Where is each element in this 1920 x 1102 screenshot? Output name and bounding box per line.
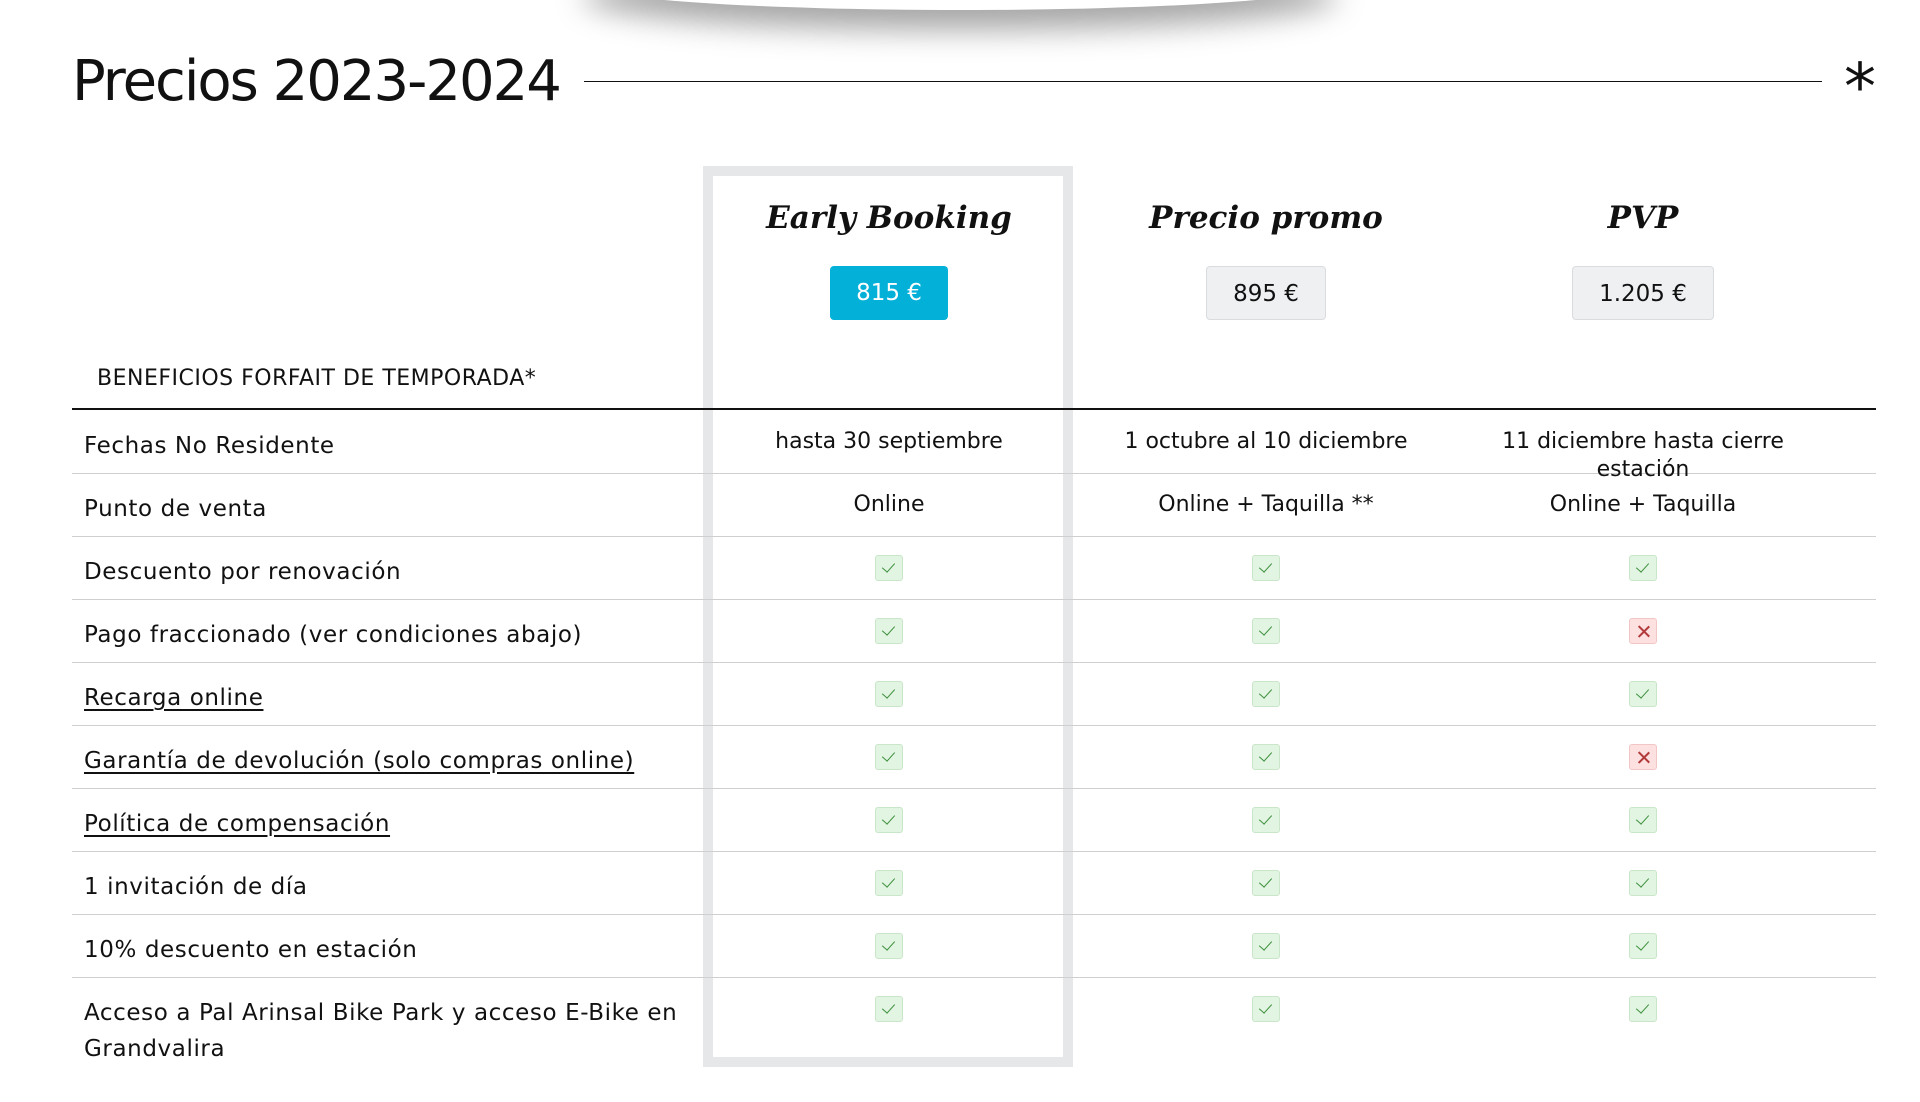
plan-pvp [1454,192,1832,320]
table-cell-mark [1454,806,1832,834]
plan-name: Early Booking [766,200,1012,236]
table-cell-mark [700,932,1078,960]
table-cell-mark [700,869,1078,897]
plan-name: Precio promo [1149,200,1383,236]
check-icon [875,996,903,1022]
check-icon [875,933,903,959]
check-icon [875,555,903,581]
check-icon [1629,807,1657,833]
check-icon [1252,996,1280,1022]
row-label: Acceso a Pal Arinsal Bike Park y acceso E-Bike en Grandvalira [84,1000,678,1062]
price-badge-precio-promo[interactable]: 895 € [1206,266,1326,320]
table-row [72,852,1876,915]
table-cell-mark [1077,995,1455,1023]
benefits-table [72,411,1876,1078]
row-label-link[interactable]: Recarga online [84,685,264,711]
table-row [72,600,1876,663]
table-row [72,537,1876,600]
check-icon [1629,996,1657,1022]
plan-name: PVP [1607,200,1679,236]
row-label: 1 invitación de día [84,874,308,900]
table-row [72,726,1876,789]
table-cell-mark [1077,932,1455,960]
table-cell-mark [1077,743,1455,771]
check-icon [1252,807,1280,833]
table-cell-mark [700,743,1078,771]
row-label: Fechas No Residente [84,433,335,459]
table-cell-mark [1454,743,1832,771]
row-label: Punto de venta [84,496,267,522]
page-title: Precios 2023-2024 [72,48,560,114]
table-cell-mark [700,680,1078,708]
row-label-link[interactable]: Garantía de devolución (solo compras online) [84,748,635,774]
table-cell-mark [1077,554,1455,582]
price-badge-pvp[interactable]: 1.205 € [1572,266,1714,320]
table-cell-mark [1454,554,1832,582]
table-cell-mark [700,617,1078,645]
cross-icon [1629,618,1657,644]
row-label: Pago fraccionado (ver condiciones abajo) [84,622,583,648]
table-cell-mark [1454,617,1832,645]
table-row [72,789,1876,852]
check-icon [875,807,903,833]
check-icon [1252,555,1280,581]
check-icon [1629,681,1657,707]
table-cell-mark [1454,995,1832,1023]
check-icon [1252,618,1280,644]
table-cell-mark [1454,680,1832,708]
row-label-link[interactable]: Política de compensación [84,811,391,837]
table-header-divider [72,408,1876,410]
title-divider [584,81,1822,82]
table-row [72,915,1876,978]
table-cell: 11 diciembre hasta cierre estación [1502,429,1784,482]
asterisk-icon: * [1844,51,1876,125]
table-cell: 1 octubre al 10 diciembre [1124,429,1408,454]
table-row [72,411,1876,482]
check-icon [875,744,903,770]
table-cell: Online [853,492,925,517]
row-label: 10% descuento en estación [84,937,418,963]
table-row [72,663,1876,726]
table-cell-mark [1077,617,1455,645]
table-cell: Online + Taquilla ** [1158,492,1374,517]
check-icon [1252,744,1280,770]
table-cell: Online + Taquilla [1549,492,1737,517]
plan-precio-promo [1077,192,1455,320]
table-row [72,474,1876,537]
table-cell-mark [1454,932,1832,960]
plan-early-booking [700,192,1078,320]
section-label: BENEFICIOS FORFAIT DE TEMPORADA* [97,366,537,391]
check-icon [1252,933,1280,959]
row-label: Descuento por renovación [84,559,402,585]
cross-icon [1629,744,1657,770]
table-cell-mark [700,806,1078,834]
table-cell-mark [1077,806,1455,834]
check-icon [1629,870,1657,896]
check-icon [1252,681,1280,707]
table-cell-mark [1077,869,1455,897]
price-badge-early-booking[interactable]: 815 € [830,266,948,320]
table-cell-mark [700,554,1078,582]
table-cell-mark [1077,680,1455,708]
check-icon [875,681,903,707]
check-icon [1252,870,1280,896]
table-row [72,978,1876,1078]
check-icon [1629,933,1657,959]
page-header [72,46,1876,125]
table-cell: hasta 30 septiembre [775,429,1003,454]
check-icon [875,870,903,896]
table-cell-mark [700,995,1078,1023]
top-modal-shadow [590,0,1330,10]
check-icon [875,618,903,644]
check-icon [1629,555,1657,581]
table-cell-mark [1454,869,1832,897]
